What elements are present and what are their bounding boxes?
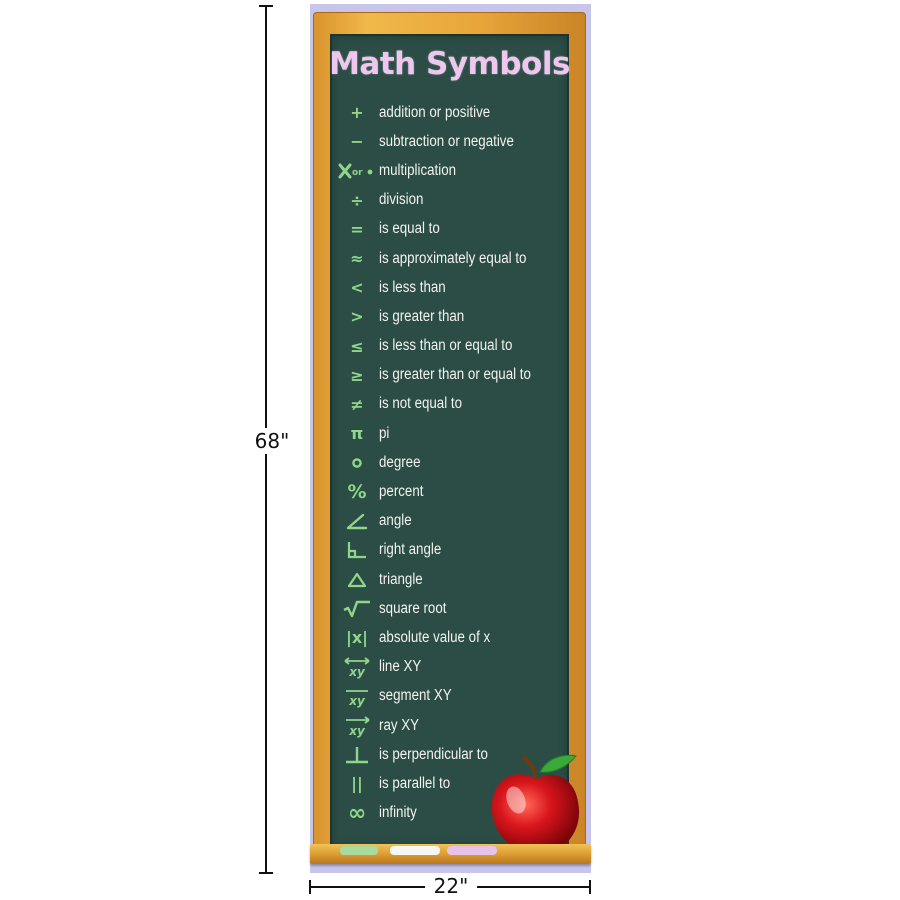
symbol-row (335, 127, 585, 156)
right-angle-icon (335, 536, 379, 565)
symbol-row (335, 244, 585, 273)
parallel-icon: || (351, 774, 363, 794)
segment-icon (335, 682, 379, 711)
height-dimension-cap-top (259, 5, 273, 7)
ray-icon (335, 711, 379, 740)
symbol-row (335, 186, 585, 215)
svg-text:xy: xy (349, 723, 365, 738)
approximately-equal-icon: ≈ (350, 249, 364, 269)
symbol-label: division (379, 191, 424, 209)
symbol-label: is equal to (379, 220, 440, 238)
svg-text:or: or (352, 167, 363, 178)
symbol-row (335, 273, 585, 302)
symbol-list (335, 98, 585, 828)
math-symbols-poster (310, 4, 591, 873)
symbol-label: triangle (379, 570, 423, 588)
multiply-icon (335, 156, 379, 185)
symbol-label: angle (379, 512, 412, 530)
symbol-label: ray XY (379, 716, 420, 734)
symbol-label: infinity (379, 804, 417, 822)
division-icon: ÷ (350, 190, 364, 210)
poster-title: Math Symbols (329, 46, 570, 82)
symbol-label: is less than (379, 278, 446, 296)
degree-icon (335, 448, 379, 477)
symbol-label: is perpendicular to (379, 745, 488, 763)
greater-than-icon: > (350, 307, 364, 327)
infinity-icon: ∞ (347, 800, 367, 826)
equals-icon: = (350, 219, 364, 239)
width-dimension-cap-left (309, 880, 311, 894)
symbol-label: is approximately equal to (379, 249, 527, 267)
symbol-row (335, 477, 585, 506)
line-icon (335, 653, 379, 682)
greater-than-or-equal-icon: ≥ (350, 365, 364, 385)
symbol-row (335, 594, 585, 623)
absolute-value-icon: |x| (345, 628, 368, 648)
symbol-label: is greater than or equal to (379, 366, 531, 384)
symbol-row (335, 302, 585, 331)
svg-text:xy: xy (349, 665, 365, 680)
symbol-row (335, 390, 585, 419)
symbol-label: is less than or equal to (379, 337, 513, 355)
width-dimension-cap-right (589, 880, 591, 894)
symbol-label: line XY (379, 658, 422, 676)
symbol-row (335, 711, 585, 740)
perpendicular-icon (335, 740, 379, 769)
symbol-label: is greater than (379, 307, 465, 325)
height-dimension-label: 68" (246, 428, 298, 454)
symbol-row (335, 215, 585, 244)
symbol-label: is parallel to (379, 774, 451, 792)
symbol-row (335, 332, 585, 361)
chalk-icon (390, 846, 440, 855)
percent-icon: % (347, 481, 367, 504)
symbol-row (335, 419, 585, 448)
symbol-label: subtraction or negative (379, 132, 514, 150)
width-dimension-label: 22" (425, 874, 477, 898)
symbol-row (335, 448, 585, 477)
symbol-row (335, 565, 585, 594)
symbol-row (335, 156, 585, 185)
apple-icon (486, 746, 582, 858)
chalk-icon (447, 846, 497, 855)
symbol-label: absolute value of x (379, 628, 491, 646)
not-equal-icon: ≠ (350, 394, 364, 414)
symbol-label: is not equal to (379, 395, 463, 413)
plus-icon: + (350, 103, 364, 123)
chalk-icon (340, 846, 378, 855)
symbol-row (335, 623, 585, 652)
symbol-row (335, 98, 585, 127)
pi-icon: π (350, 424, 364, 444)
triangle-icon (335, 565, 379, 594)
symbol-label: right angle (379, 541, 442, 559)
symbol-label: degree (379, 453, 421, 471)
symbol-label: multiplication (379, 161, 457, 179)
symbol-row (335, 536, 585, 565)
symbol-label: percent (379, 483, 424, 501)
less-than-icon: < (350, 278, 364, 298)
symbol-label: segment XY (379, 687, 452, 705)
symbol-row (335, 507, 585, 536)
symbol-row (335, 361, 585, 390)
less-than-or-equal-icon: ≤ (350, 336, 364, 356)
square-root-icon (335, 594, 379, 623)
symbol-row (335, 653, 585, 682)
chalkboard-frame (313, 12, 586, 850)
minus-icon: − (350, 132, 364, 152)
symbol-label: square root (379, 599, 447, 617)
angle-icon (335, 507, 379, 536)
svg-text:xy: xy (349, 694, 365, 709)
height-dimension-cap-bottom (259, 872, 273, 874)
symbol-label: addition or positive (379, 103, 491, 121)
symbol-label: pi (379, 424, 390, 442)
symbol-row (335, 682, 585, 711)
